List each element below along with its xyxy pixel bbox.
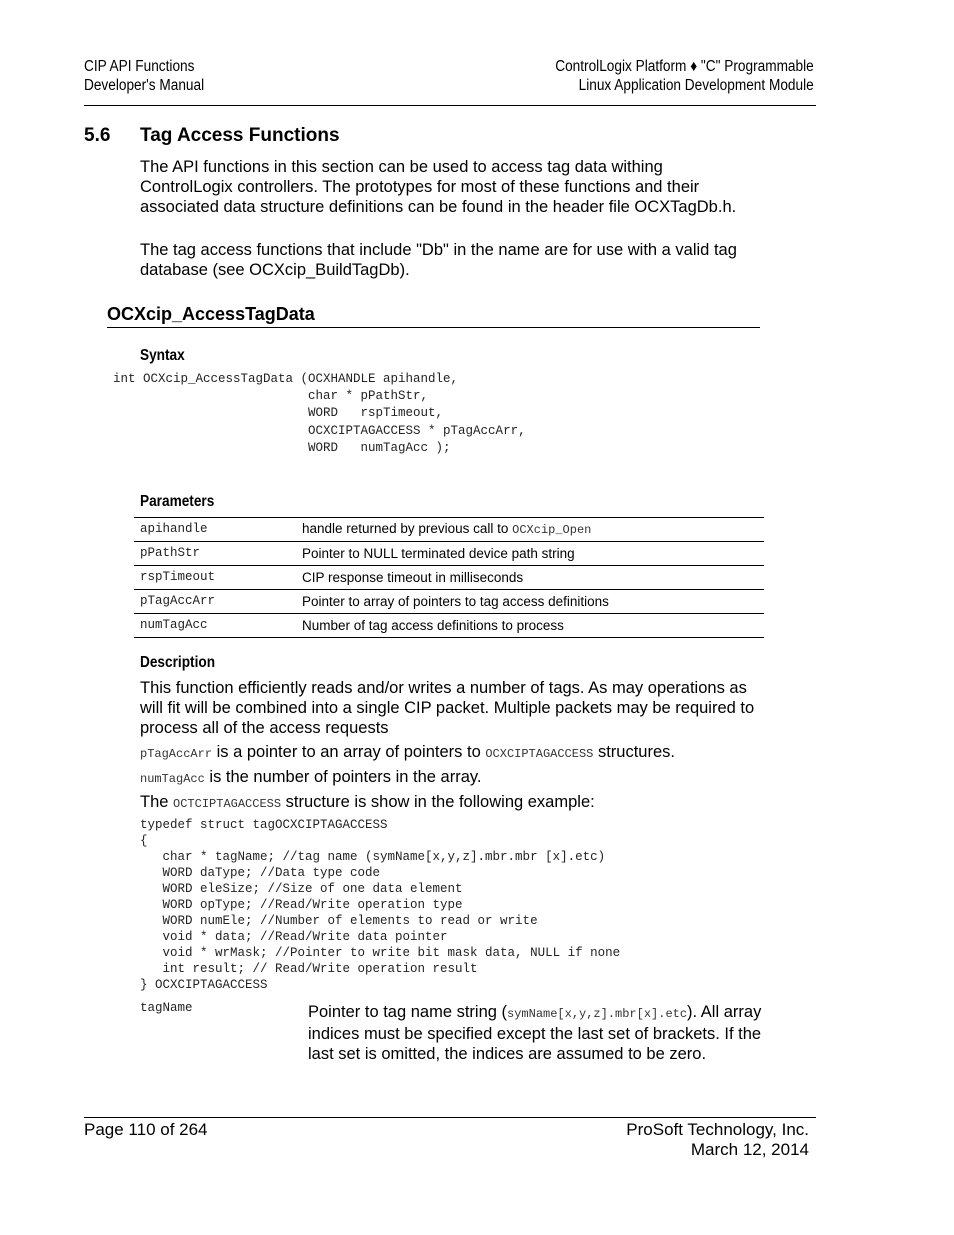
publication-date: March 12, 2014 [690,1140,809,1159]
param-description: CIP response timeout in milliseconds [296,566,764,590]
function-title: OCXcip_AccessTagData [107,304,315,324]
param-description: Number of tag access definitions to process [296,614,764,638]
struct-code-block: typedef struct tagOCXCIPTAGACCESS { char * tagName; //tag name (symName[x,y,z].mbr.mbr [x].etc) WORD daType; //Data type code WORD eleSize; //Size of one data element WORD opType; //Read/Write operation type WORD numEle; //Number of elements to read or write void * data; //Read/Write data pointer void * wrMask; //Pointer to write bit mask data, NULL if none int result; // Read/Write operation result } OCXCIPTAGACCESS [140,818,621,992]
description-pointer-line: pTagAccArr is a pointer to an array of pointers to OCXCIPTAGACCESS structures. [140,743,675,761]
header-module: Linux Application Development Module [578,77,814,94]
description-heading: Description [140,654,216,671]
param-name: pTagAccArr [134,590,296,614]
param-description: handle returned by previous call to OCXcip_Open [296,518,764,542]
section-number: 5.6 [84,125,111,146]
section-title: Tag Access Functions [140,125,340,146]
table-row [134,518,764,542]
syntax-code-block: int OCXcip_AccessTagData (OCXHANDLE apihandle, char * pPathStr, WORD rspTimeout, OCXCIPTAGACCESS * pTagAccArr, WORD numTagAcc ); [113,372,526,455]
header-doc-title: CIP API Functions [84,58,195,75]
function-title-rule [107,327,760,328]
table-row [134,542,764,566]
member-description: Pointer to tag name string (symName[x,y,z].mbr[x].etc). All array indices must be specified except the last set of brackets. If the last set is omitted, the indices are assumed to be zero. [308,1003,762,1063]
footer-rule [84,1117,816,1118]
parameters-table [134,517,764,638]
table-row [134,614,764,638]
header-right [556,57,814,95]
description-count-line: numTagAcc is the number of pointers in the array. [140,768,482,786]
header-doc-subtitle: Developer's Manual [84,77,205,94]
param-name: apihandle [134,518,296,542]
param-name: pPathStr [134,542,296,566]
page-number: Page 110 of 264 [84,1120,208,1139]
description-struct-intro: The OCTCIPTAGACCESS structure is show in the following example: [140,793,595,811]
description-paragraph: This function efficiently reads and/or writes a number of tags. As may operations as will fit will be combined into a single CIP packet. Multiple packets may be required to process all of the access requests [140,679,755,737]
table-row [134,566,764,590]
parameters-heading: Parameters [140,493,215,510]
table-row [134,590,764,614]
param-description-code: OCXcip_Open [512,523,592,537]
footer-right [626,1120,809,1160]
param-name: numTagAcc [134,614,296,638]
header-platform: ControlLogix Platform ♦ "C" Programmable [555,58,814,75]
syntax-heading: Syntax [140,347,185,364]
param-description: Pointer to NULL terminated device path string [296,542,764,566]
header-rule [84,105,816,106]
company-name: ProSoft Technology, Inc. [626,1120,809,1139]
member-name: tagName [140,1001,193,1015]
header-left [84,57,204,95]
section-intro-paragraph: The API functions in this section can be used to access tag data withing ControlLogix controllers. The prototypes for most of these functions and their associated data structure definitions can be found in the header file OCXTagDb.h. [140,158,737,216]
param-name: rspTimeout [134,566,296,590]
section-db-note-paragraph: The tag access functions that include "Db" in the name are for use with a valid tag database (see OCXcip_BuildTagDb). [140,241,737,279]
param-description: Pointer to array of pointers to tag access definitions [296,590,764,614]
